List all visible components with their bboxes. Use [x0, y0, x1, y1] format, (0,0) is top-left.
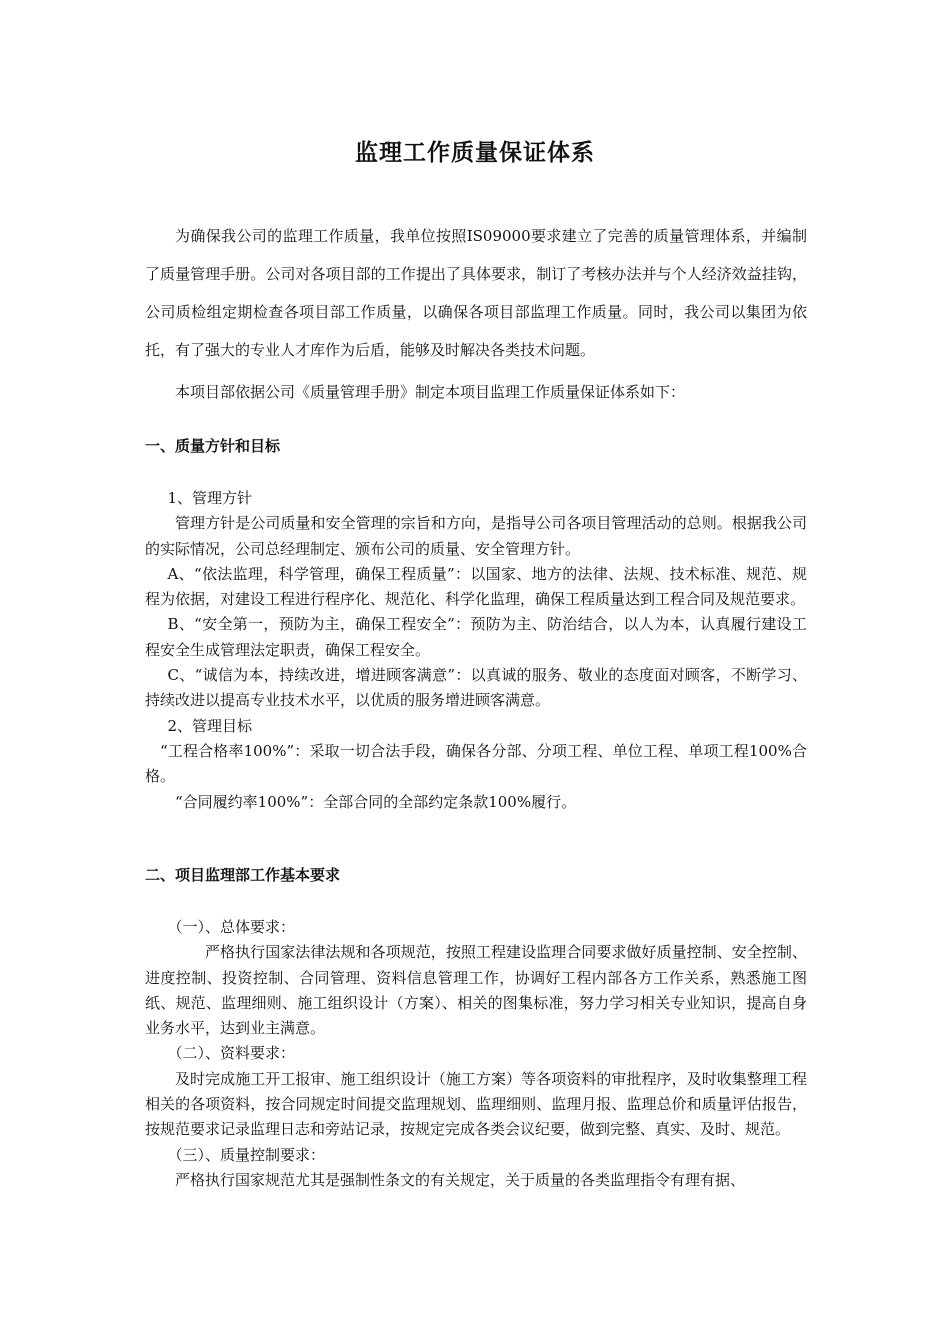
management-policy-title: 1、管理方针 — [167, 489, 253, 507]
page-title: 监理工作质量保证体系 — [355, 140, 595, 166]
document-requirements-title: （二）、资料要求： — [167, 1044, 296, 1063]
section-2-heading: 二、项目监理部工作基本要求 — [145, 866, 341, 884]
general-requirements-text: 严格执行国家法律法规和各项规范，按照工程建设监理合同要求做好质量控制、安全控制、进度控制、投资控制、合同管理、资料信息管理工作，协调好工程内部各方工作关系，熟悉施工图纸、规范、监理细则、施工组织设计（方案）、相关的图集标准，努力学习相关专业知识，提高自身业务水平，达到业主满意。 — [145, 943, 807, 1038]
section-1-body — [145, 486, 807, 815]
management-policy-text: 管理方针是公司质量和安全管理的宗旨和方向，是指导公司各项目管理活动的总则。根据我公司的实际情况，公司总经理制定、颁布公司的质量、安全管理方针。 — [145, 514, 807, 558]
policy-item-b: B、“安全第一，预防为主，确保工程安全”：预防为主、防治结合，以人为本，认真履行建设工程安全生成管理法定职责，确保工程安全。 — [145, 615, 807, 659]
document-requirements-text: 及时完成施工开工报审、施工组织设计（施工方案）等各项资料的审批程序，及时收集整理工程相关的各项资料，按合同规定时间提交监理规划、监理细则、监理月报、监理总价和质量评估报告，按规范要求记录监理日志和旁站记录，按规定完成各类会议纪要，做到完整、真实、及时、规范。 — [145, 1069, 807, 1139]
policy-item-c: C、“诚信为本，持续改进，增进顾客满意”：以真诚的服务、敬业的态度面对顾客，不断学习、持续改进以提高专业技术水平，以优质的服务增进顾客满意。 — [145, 666, 807, 710]
intro-paragraph-1: 为确保我公司的监理工作质量，我单位按照IS09000要求建立了完善的质量管理体系，并编制了质量管理手册。公司对各项目部的工作提出了具体要求，制订了考核办法并与个人经济效益挂钩，公司质检组定期检查各项目部工作质量，以确保各项目部监理工作质量。同时，我公司以集团为依托，有了强大的专业人才库作为后盾，能够及时解决各类技术问题。 — [145, 227, 807, 359]
general-requirements-title: （一）、总体要求： — [167, 918, 296, 936]
management-goal-title: 2、管理目标 — [167, 716, 253, 735]
section-2-body — [145, 915, 807, 1193]
section-1-heading: 一、质量方针和目标 — [145, 437, 281, 455]
policy-item-a: A、“依法监理，科学管理，确保工程质量”：以国家、地方的法律、法规、技术标准、规范、规程为依据，对建设工程进行程序化、规范化、科学化监理，确保工程质量达到工程合同及规范要求。 — [145, 564, 807, 609]
goal-contract-rate: “合同履约率100%”：全部合同的全部约定条款100%履行。 — [175, 792, 577, 811]
intro-paragraph-2: 本项目部依据公司《质量管理手册》制定本项目监理工作质量保证体系如下： — [175, 383, 686, 401]
quality-control-title: （三）、质量控制要求： — [167, 1145, 326, 1164]
intro-section — [145, 217, 807, 411]
quality-control-text: 严格执行国家规范尤其是强制性条文的有关规定，关于质量的各类监理指令有理有据、 — [175, 1170, 746, 1189]
goal-quality-rate: “工程合格率100%”：采取一切合法手段，确保各分部、分项工程、单位工程、单项工程100%合格。 — [145, 741, 807, 786]
